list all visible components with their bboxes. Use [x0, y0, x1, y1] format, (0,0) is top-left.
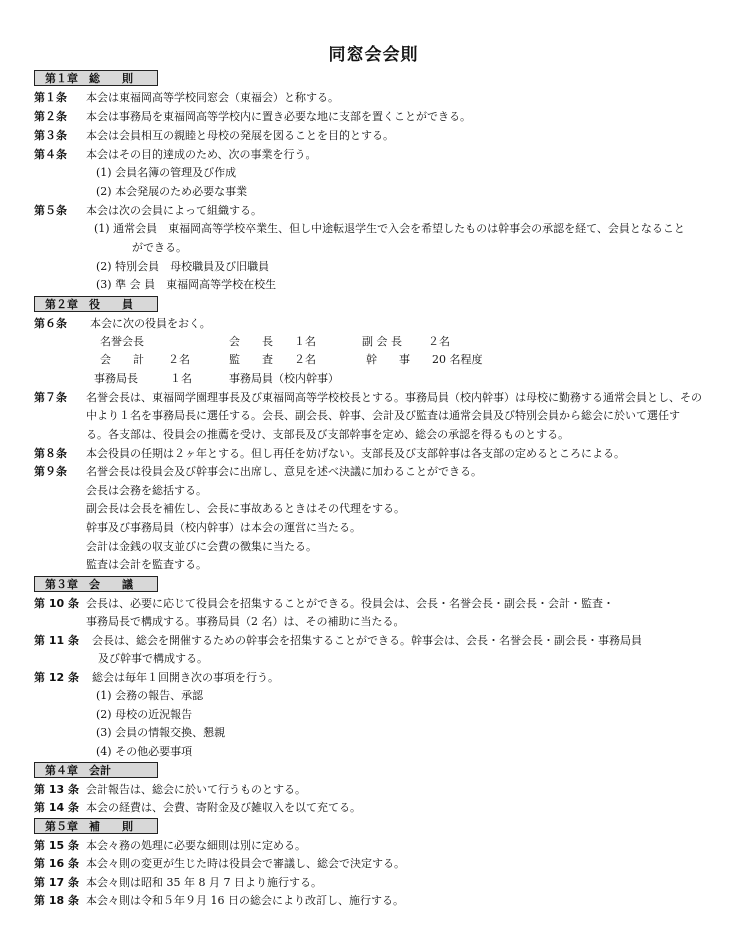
- article-text: 会計報告は、総会に於いて行うものとする。: [86, 783, 306, 796]
- officers-row-2: [0, 353, 747, 367]
- article-9-line: 会計は金銭の収支並びに会費の徴集に当たる。: [86, 540, 317, 553]
- chapter-4-heading: 第４章 会計: [34, 762, 158, 778]
- article-text: 本会は事務局を東福岡高等学校内に置き必要な地に支部を置くことができる。: [86, 110, 471, 123]
- article-9-line: 監査は会計を監査する。: [86, 558, 207, 571]
- article-number: 第９条: [34, 465, 67, 478]
- article-1: [34, 91, 339, 105]
- article-text: 本会々則は令和５年９月 16 日の総会により改訂し、施行する。: [86, 894, 404, 907]
- article-number: 第 17 条: [34, 876, 79, 889]
- list-item: (1) 通常会員 東福岡高等学校卒業生、但し中途転退学生で入会を希望したものは幹事会の承認を経て、会員となること: [94, 222, 685, 235]
- officer-count: １名: [294, 335, 316, 348]
- list-item: (3) 準 会 員 東福岡高等学校在校生: [96, 278, 277, 291]
- article-11: [34, 634, 642, 648]
- article-text: 本会役員の任期は２ヶ年とする。但し再任を妨げない。支部長及び支部幹事は各支部の定めるところによる。: [86, 447, 625, 460]
- article-text: 会長は、総会を開催するための幹事会を招集することができる。幹事会は、会長・名誉会長・副会長・事務局員: [92, 634, 642, 647]
- article-text: 本会々則の変更が生じた時は役員会で審議し、総会で決定する。: [86, 857, 405, 870]
- article-9-line: 幹事及び事務局員（校内幹事）は本会の運営に当たる。: [86, 521, 361, 534]
- list-item: (1) 会務の報告、承認: [96, 689, 204, 702]
- article-number: 第 13 条: [34, 783, 79, 796]
- chapter-1-heading: 第１章 総 則: [34, 70, 158, 86]
- article-number: 第 11 条: [34, 634, 79, 647]
- list-item: (2) 特別会員 母校職員及び旧職員: [96, 260, 270, 273]
- article-15: [34, 839, 306, 853]
- officer-count: ２名: [294, 353, 316, 366]
- list-item: (2) 母校の近況報告: [96, 708, 193, 721]
- officers-row-1: [0, 335, 747, 349]
- article-11-line-2: 及び幹事で構成する。: [98, 652, 208, 665]
- article-12: [34, 671, 279, 685]
- officer-count: ２名: [168, 353, 190, 366]
- article-number: 第３条: [34, 129, 67, 142]
- article-5: [34, 204, 262, 218]
- chapter-5-heading: 第５章 補 則: [34, 818, 158, 834]
- officers-row-3: [0, 372, 747, 386]
- list-item: (3) 会員の情報交換、懇親: [96, 726, 226, 739]
- officer-count: 20 名程度: [432, 353, 483, 366]
- article-18: [34, 894, 404, 908]
- article-number: 第８条: [34, 447, 67, 460]
- officer-title: 事務局員（校内幹事）: [229, 372, 339, 385]
- officer-title: 監 査: [229, 353, 273, 366]
- article-text: 本会に次の役員をおく。: [90, 317, 211, 330]
- list-item: (1) 会員名簿の管理及び作成: [96, 166, 237, 179]
- article-text: 本会は次の会員によって組織する。: [86, 204, 262, 217]
- page-title: 同窓会会則: [328, 45, 419, 65]
- article-10: [34, 597, 614, 611]
- article-8: [34, 447, 625, 461]
- chapter-2-heading: 第２章 役 員: [34, 296, 158, 312]
- article-6: [34, 317, 211, 331]
- article-text: 本会の経費は、会費、寄附金及び雑収入を以て充てる。: [86, 801, 361, 814]
- officer-title: 幹 事: [366, 353, 410, 366]
- article-text: 本会は東福岡高等学校同窓会（東福会）と称する。: [86, 91, 339, 104]
- article-number: 第７条: [34, 391, 67, 404]
- officer-title: 事務局長: [94, 372, 138, 385]
- article-number: 第 12 条: [34, 671, 79, 684]
- article-number: 第２条: [34, 110, 67, 123]
- article-9-line: 会長は会務を総括する。: [86, 484, 207, 497]
- article-10-line-2: 事務局長で構成する。事務局員（2 名）は、その補助に当たる。: [86, 615, 405, 628]
- officer-title: 会 長: [229, 335, 273, 348]
- article-number: 第 15 条: [34, 839, 79, 852]
- chapter-3-heading: 第３章 会 議: [34, 576, 158, 592]
- officer-title: 名誉会長: [100, 335, 144, 348]
- article-text: 本会々則は昭和 35 年 8 月 7 日より施行する。: [86, 876, 322, 889]
- article-7: [34, 391, 702, 405]
- article-number: 第 18 条: [34, 894, 79, 907]
- article-text: 名誉会長は、東福岡学園理事長及び東福岡高等学校校長とする。事務局員（校内幹事）は母校に勤務する通常会員とし、その: [86, 391, 702, 404]
- list-item: (2) 本会発展のため必要な事業: [96, 185, 248, 198]
- article-2: [34, 110, 471, 124]
- article-9: [34, 465, 482, 479]
- officer-title: 副 会 長: [362, 335, 402, 348]
- article-text: 名誉会長は役員会及び幹事会に出席し、意見を述べ決議に加わることができる。: [86, 465, 482, 478]
- article-text: 本会は会員相互の親睦と母校の発展を図ることを目的とする。: [86, 129, 394, 142]
- article-text: 会長は、必要に応じて役員会を招集することができる。役員会は、会長・名誉会長・副会長・会計・監査・: [86, 597, 614, 610]
- officer-title: 会 計: [100, 353, 144, 366]
- article-text: 総会は毎年１回開き次の事項を行う。: [92, 671, 279, 684]
- article-9-line: 副会長は会長を補佐し、会長に事故あるときはその代理をする。: [86, 502, 405, 515]
- officer-count: １名: [170, 372, 192, 385]
- article-number: 第 16 条: [34, 857, 79, 870]
- list-item-continuation: ができる。: [132, 241, 187, 254]
- article-number: 第６条: [34, 317, 67, 330]
- article-number: 第１条: [34, 91, 67, 104]
- article-7-line-3: る。各支部は、役員会の推薦を受け、支部長及び支部幹事を定め、総会の承認を得るものとする。: [86, 428, 570, 441]
- list-item: (4) その他必要事項: [96, 745, 193, 758]
- article-17: [34, 876, 322, 890]
- article-4: [34, 148, 317, 162]
- article-text: 本会々務の処理に必要な細則は別に定める。: [86, 839, 306, 852]
- article-3: [34, 129, 394, 143]
- officer-count: ２名: [428, 335, 450, 348]
- article-number: 第４条: [34, 148, 67, 161]
- article-number: 第 14 条: [34, 801, 79, 814]
- article-14: [34, 801, 361, 815]
- article-text: 本会はその目的達成のため、次の事業を行う。: [86, 148, 317, 161]
- article-number: 第 10 条: [34, 597, 79, 610]
- article-number: 第５条: [34, 204, 67, 217]
- article-13: [34, 783, 306, 797]
- article-7-line-2: 中より１名を事務局長に選任する。会長、副会長、幹事、会計及び監査は通常会員及び特別会員から総会に於いて選任す: [86, 409, 680, 422]
- article-16: [34, 857, 405, 871]
